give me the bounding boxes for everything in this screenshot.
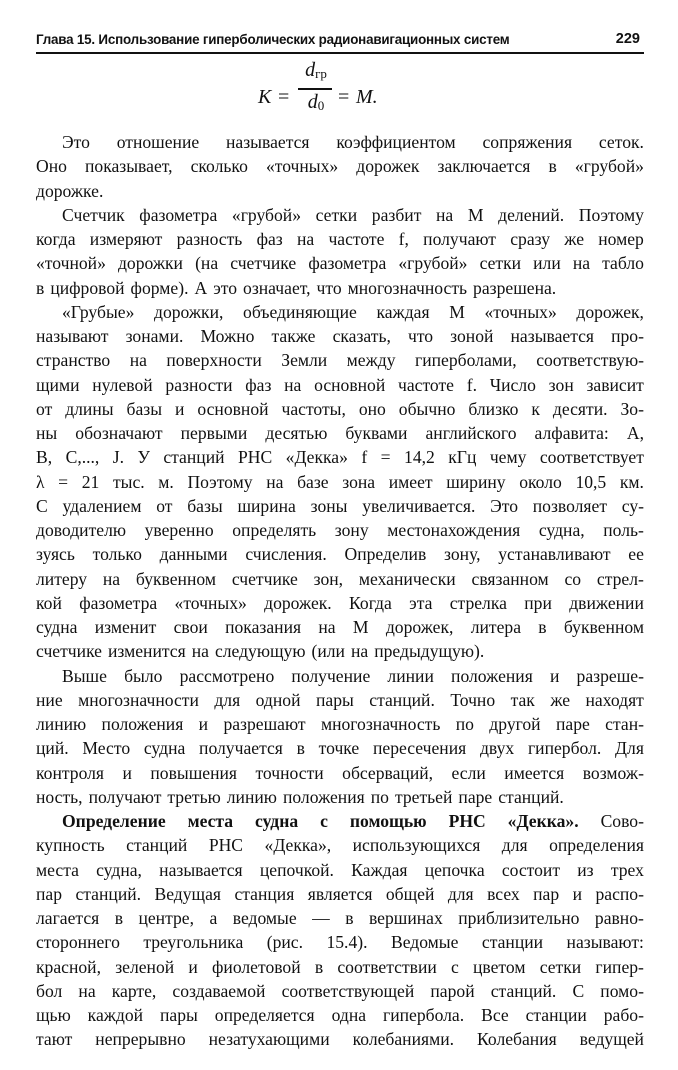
text-line: ций. Место судна получается в точке пересечения двух гипербол. Для	[36, 738, 644, 759]
text-line: от длины базы и основной частоты, оно обычно близко к десяти. Зо-	[36, 398, 644, 419]
text-line: странство на поверхности Земли между гиперболами, соответствую-	[36, 350, 644, 371]
text-line: места судна, называется цепочкой. Каждая цепочка состоит из трех	[36, 859, 644, 880]
text-line: Оно показывает, сколько «точных» дорожек заключается в «грубой»	[36, 156, 644, 177]
text-line: щими нулевой разности фаз на основной частоте f. Число зон зависит	[36, 374, 644, 395]
text-line: купность станций РНС «Декка», использующихся для определения	[36, 835, 644, 856]
text-line: тают непрерывно незатухающими колебаниями. Колебания ведущей	[36, 1029, 644, 1050]
text-line: в цифровой форме). А это означает, что многозначность разрешена.	[36, 277, 557, 298]
text-line: пар станций. Ведущая станция является общей для всех пар и распо-	[36, 883, 644, 904]
text-line: ность, получают третью линию положения по третьей паре станций.	[36, 786, 564, 807]
text-line: кой фазометра «точных» дорожек. Когда эта стрелка при движении	[36, 592, 644, 613]
formula-numerator: $d_{гр}$	[305, 59, 327, 81]
text-line: лагается в центре, а ведомые — в вершинах приблизительно равно-	[36, 908, 644, 928]
text-line: контроля и повышения точности обсерваций, если имеется возмож-	[36, 762, 644, 783]
text-line: дорожке.	[36, 180, 104, 201]
page-number: 229	[615, 31, 640, 47]
text-line: литеру на буквенном счетчике зон, механически связанном со стрел-	[36, 568, 644, 589]
text-line: Определение места судна с помощью РНС «Декка». Сово-	[62, 811, 644, 831]
formula-denominator: $d_0$	[307, 91, 325, 113]
text-line: Выше было рассмотрено получение линии положения и разреше-	[62, 665, 644, 686]
text-line: счетчике изменится на следующую (или на предыдущую).	[36, 641, 485, 662]
text-line: линию положения и разрешают многозначность по другой паре стан-	[36, 714, 644, 734]
formula-equals: =	[278, 86, 290, 108]
body-text	[36, 130, 644, 1052]
text-line: ны обозначают первыми десятью буквами английского алфавита: А,	[36, 423, 644, 443]
formula-lhs: K	[258, 86, 272, 108]
chapter-title: Глава 15. Использование гиперболических радионавигационных систем	[36, 32, 510, 47]
header-rule	[36, 52, 644, 54]
formula-rhs: M.	[356, 86, 378, 108]
text-line: щью каждой пары определяется одна гипербола. Все станции рабо-	[36, 1005, 644, 1025]
fraction-bar	[298, 88, 332, 90]
text-line: красной, зеленой и фиолетовой в соответствии с цветом сетки гипер-	[36, 956, 644, 977]
text-line: доводителю уверенно определять зону местонахождения судна, поль-	[36, 520, 644, 540]
text-line: называют зонами. Можно также сказать, что зоной называется про-	[36, 326, 644, 346]
running-header	[36, 32, 644, 50]
text-line: ние многозначности для одной пары станций. Точно так же находят	[36, 689, 644, 710]
text-line: стороннего треугольника (рис. 15.4). Ведомые станции называют:	[36, 932, 644, 953]
text-line: «Грубые» дорожки, объединяющие каждая M «точных» дорожек,	[62, 301, 644, 322]
text-line: судна изменит свои показания на M дорожек, литера в буквенном	[36, 617, 644, 637]
formula-equals-2: =	[338, 86, 350, 108]
text-line: С удалением от базы ширина зоны увеличивается. Это позволяет су-	[36, 495, 644, 516]
text-line: когда измеряют разность фаз на частоте f, получают сразу же номер	[36, 229, 644, 249]
text-line: зуясь только данными счисления. Определив зону, устанавливают ее	[36, 544, 644, 565]
text-line: Счетчик фазометра «грубой» сетки разбит на M делений. Поэтому	[62, 204, 644, 225]
text-line: В, С,..., J. У станций РНС «Декка» f = 14,2 кГц чему соответствует	[36, 447, 644, 468]
formula	[258, 59, 398, 125]
text-line: бол на карте, создаваемой соответствующей парой станций. С помо-	[36, 980, 644, 1001]
text-line: Это отношение называется коэффициентом сопряжения сеток.	[62, 132, 644, 152]
text-line: «точной» дорожки (на счетчике фазометра «грубой» сетки или на табло	[36, 253, 644, 274]
text-line: λ = 21 тыс. м. Поэтому на базе зона имеет ширину около 10,5 км.	[36, 471, 644, 492]
